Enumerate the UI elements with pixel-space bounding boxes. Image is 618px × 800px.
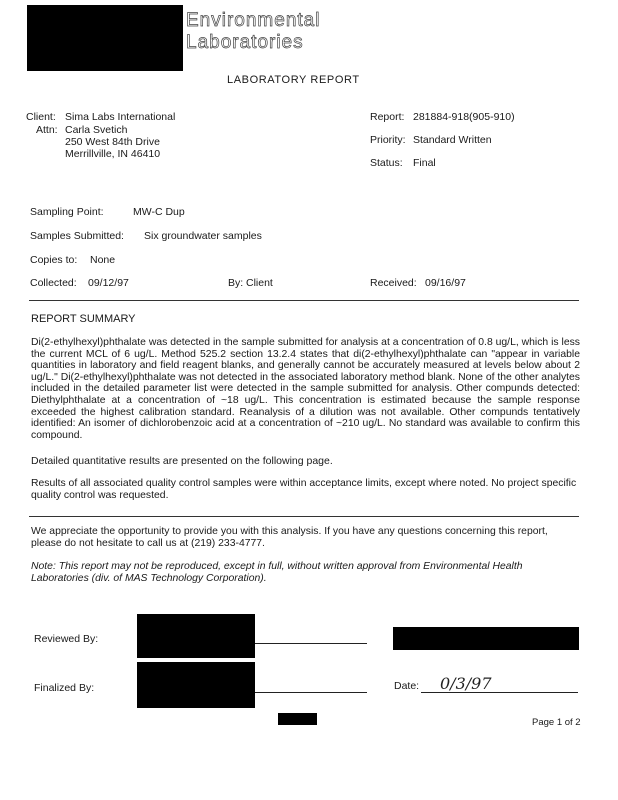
- reviewed-by-label: Reviewed By:: [34, 633, 99, 645]
- copies-to-label: Copies to:: [30, 254, 78, 266]
- redacted-reviewer-signature: [137, 614, 255, 658]
- client-name: Sima Labs International: [65, 111, 176, 123]
- finalized-by-label: Finalized By:: [34, 682, 95, 694]
- received-label: Received:: [370, 277, 417, 289]
- samples-submitted-value: Six groundwater samples: [144, 230, 262, 242]
- attn-label: Attn:: [36, 124, 58, 136]
- reproduction-note: Note: This report may not be reproduced, except in full, without written approval from Environmental Health Laboratories (div. of MAS Technology Corporation).: [31, 561, 523, 584]
- date-label: Date:: [394, 680, 420, 692]
- priority-label: Priority:: [370, 134, 406, 146]
- address-line-2: Merrillville, IN 46410: [65, 148, 161, 160]
- copies-to-value: None: [90, 254, 116, 266]
- redacted-small-block: [278, 713, 317, 725]
- finalized-signature-line: [255, 692, 367, 693]
- summary-paragraph-3: Results of all associated quality control samples were within acceptance limits, except where noted. No project specific quality control was requested.: [31, 478, 577, 501]
- by-label: By:: [228, 277, 244, 289]
- handwritten-date: 0/3/97: [440, 674, 492, 693]
- priority-value: Standard Written: [413, 134, 492, 146]
- letterhead-line-2: Laboratories: [186, 32, 304, 53]
- divider-middle: [29, 516, 579, 517]
- summary-paragraph-2: Detailed quantitative results are presented on the following page.: [31, 455, 333, 467]
- by-value: Client: [246, 277, 273, 289]
- received-value: 09/16/97: [425, 277, 466, 289]
- sampling-point-value: MW-C Dup: [133, 206, 185, 218]
- redacted-logo-block: [27, 5, 183, 71]
- redacted-finalizer-signature: [137, 662, 255, 708]
- status-label: Status:: [370, 157, 403, 169]
- summary-paragraph-1: Di(2-ethylhexyl)phthalate was detected in the sample submitted for analysis at a concentration of 0.8 ug/L, which is less the current MCL of 6 ug/L. Method 525.2 section 13.2.4 states that di(2-ethylhexyl)phthalate can "appear in variable quantities in laboratory and field reagent blanks, and generally cannot be accurately measured at levels below about 2 ug/L." Di(2-ethylhexyl)phthalate was not detected in the associated laboratory method blank. None of the other analytes included in the detailed parameter list were detected in the sample submitted for analysis. Other compunds detected: Diethylphthalate at a concentration of ~18 ug/L. This concentration is estimated because the sample response exceeded the highest calibration standard. Reanalysis of a dilution was not available. Other compunds tentatively identified: An isomer of dichlorobenzoic acid at a concentration of ~210 ug/L. No standard was available to confirm this compound.: [31, 337, 580, 441]
- divider-top: [29, 300, 579, 301]
- page-number: Page 1 of 2: [532, 717, 581, 728]
- attn-name: Carla Svetich: [65, 124, 128, 136]
- report-number-value: 281884-918(905-910): [413, 111, 515, 123]
- redacted-reviewer-date: [393, 627, 579, 650]
- appreciation-text: We appreciate the opportunity to provide you with this analysis. If you have any questions concerning this report, please do not hesitate to call us at (219) 233-4777.: [31, 526, 548, 549]
- report-number-label: Report:: [370, 111, 405, 123]
- report-title: LABORATORY REPORT: [227, 74, 360, 86]
- collected-value: 09/12/97: [88, 277, 129, 289]
- letterhead-line-1: Environmental: [186, 10, 321, 31]
- status-value: Final: [413, 157, 436, 169]
- address-line-1: 250 West 84th Drive: [65, 136, 160, 148]
- client-label: Client:: [26, 111, 56, 123]
- report-summary-heading: REPORT SUMMARY: [31, 313, 136, 325]
- collected-label: Collected:: [30, 277, 77, 289]
- sampling-point-label: Sampling Point:: [30, 206, 104, 218]
- reviewed-signature-line: [255, 643, 367, 644]
- samples-submitted-label: Samples Submitted:: [30, 230, 124, 242]
